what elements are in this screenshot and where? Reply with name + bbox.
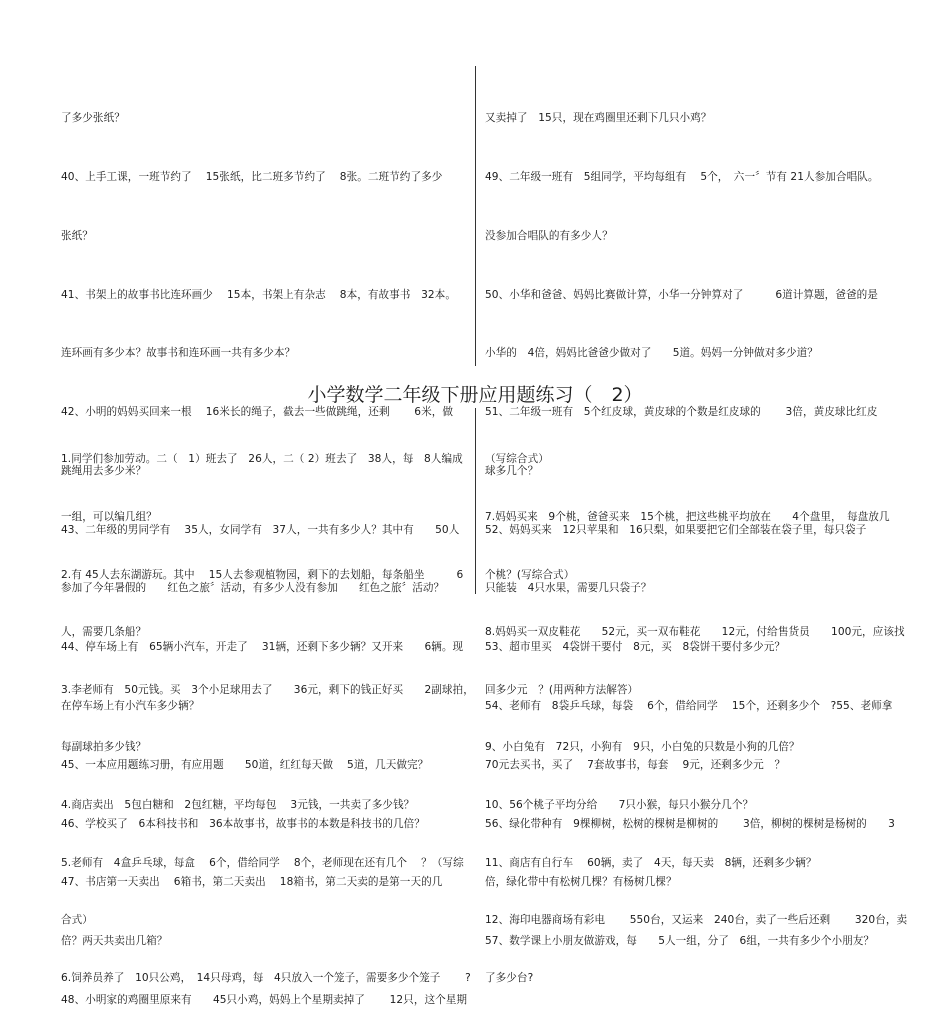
problem-54-55: 54、老师有 8袋乒乓球，每袋 6个，借给同学 15个，还剩多少个 ?55、老师拿	[485, 700, 893, 712]
text-line: 参加了今年暑假的 红色之旅〞活动，有多少人没有参加 红色之旅〞活动？	[61, 582, 445, 595]
problem-4: 4.商店卖出 5包白糖和 2包红糖，平均每包 3元钱，一共卖了多少钱？	[61, 798, 415, 811]
problem-51: 51、二年级一班有 5个红皮球，黄皮球的个数是红皮球的 3倍，黄皮球比红皮	[485, 406, 878, 419]
text-line: 只能装 4只水果，需要几只袋子？	[485, 582, 652, 595]
column-divider	[475, 66, 476, 366]
problem-44: 44、停车场上有 65辆小汽车，开走了 31辆，还剩下多少辆？又开来 6辆。现	[61, 641, 464, 654]
text-line: 张纸？	[61, 229, 93, 242]
text-line: 回多少元 ？(用两种方法解答）	[485, 683, 639, 696]
problem-8: 8.妈妈买一双皮鞋花 52元，买一双布鞋花 12元，付给售货员 100元，应该找	[485, 626, 905, 639]
text-line: 倍，绿化带中有松树几棵？有杨树几棵？	[485, 876, 677, 889]
text-line: 人，需要几条船？	[61, 626, 147, 639]
text-line: 每副球拍多少钱？	[61, 741, 147, 754]
text-line: 小华的 4倍，妈妈比爸爸少做对了 5道。妈妈一分钟做对多少道？	[485, 347, 818, 360]
problem-41: 41、书架上的故事书比连环画少 15本，书架上有杂志 8本，有故事书 32本。	[61, 288, 456, 301]
text-line: 一组，可以编几组？	[61, 511, 157, 523]
problem-47: 47、书店第一天卖出 6箱书，第二天卖出 18箱书，第二天卖的是第一天的几	[61, 876, 443, 889]
problem-2: 2.有 45人去东湖游玩。其中 15人去参观植物园，剩下的去划船，每条船坐 6	[61, 568, 464, 581]
text-line: 了多少台?	[485, 971, 534, 984]
problem-42: 42、小明的妈妈买回来一根 16米长的绳子，截去一些做跳绳，还剩 6米，做	[61, 406, 454, 419]
text-line: 70元去买书，买了 7套故事书，每套 9元，还剩多少元 ？	[485, 758, 786, 771]
problem-6: 6.饲养员养了 10只公鸡， 14只母鸡，每 4只放入一个笼子，需要多少个笼子 ?	[61, 971, 471, 984]
problem-11: 11、商店有自行车 60辆，卖了 4天，每天卖 8辆，还剩多少辆？	[485, 856, 817, 869]
text-line: 球多几个？	[485, 464, 539, 477]
problem-7: 7.妈妈买来 9个桃，爸爸买来 15个桃，把这些桃平均放在 4个盘里， 每盘放几	[485, 511, 890, 523]
problem-10: 10、56个桃子平均分给 7只小猴，每只小猴分几个？	[485, 798, 754, 811]
problem-5: 5.老师有 4盒乒乓球，每盒 6个，借给同学 8个，老师现在还有几个 ？（写综	[61, 856, 464, 869]
text-line: （写综合式）	[485, 453, 549, 466]
problem-12: 12、海印电器商场有彩电 550台，又运来 240台，卖了一些后还剩 320台，卖	[485, 914, 908, 927]
problem-40: 40、上手工课，一班节约了 15张纸，比二班多节约了 8张。二班节约了多少	[61, 170, 443, 183]
problem-50: 50、小华和爸爸、妈妈比赛做计算，小华一分钟算对了 6道计算题，爸爸的是	[485, 288, 878, 301]
problem-48: 48、小明家的鸡圈里原来有 45只小鸡，妈妈上个星期卖掉了 12只，这个星期	[61, 993, 468, 1006]
problems-7-12-column	[485, 412, 908, 1007]
problem-52: 52、妈妈买来 12只苹果和 16只梨，如果要把它们全部装在袋子里，每只袋子	[485, 523, 867, 536]
text-line: 在停车场上有小汽车多少辆？	[61, 700, 200, 712]
column-divider	[475, 408, 476, 594]
problem-56: 56、绿化带种有 9棵柳树，松树的棵树是柳树的 3倍，柳树的棵树是杨树的 3	[485, 817, 895, 830]
text-line: 个桃？(写综合式）	[485, 568, 575, 581]
text-line: 倍？两天共卖出几箱？	[61, 935, 168, 948]
text-line: 连环画有多少本？故事书和连环画一共有多少本？	[61, 347, 296, 360]
problem-9: 9、小白兔有 72只，小狗有 9只，小白兔的只数是小狗的几倍？	[485, 741, 800, 754]
text-line: 跳绳用去多少米？	[61, 464, 147, 477]
problem-53: 53、超市里买 4袋饼干要付 8元，买 8袋饼干要付多少元？	[485, 641, 786, 654]
problem-45: 45、一本应用题练习册，有应用题 50道，红红每天做 5道，几天做完？	[61, 758, 429, 771]
problems-1-6-column	[61, 412, 474, 1007]
problem-3: 3.李老师有 50元钱。买 3个小足球用去了 36元，剩下的钱正好买 2副球拍，	[61, 683, 474, 696]
section-title: 小学数学二年级下册应用题练习（ 2）	[307, 384, 643, 406]
problem-57: 57、数学课上小朋友做游戏，每 5人一组，分了 6组，一共有多少个小朋友？	[485, 935, 875, 948]
problem-43: 43、二年级的男同学有 35人，女同学有 37人，一共有多少人？其中有 50人	[61, 523, 460, 536]
problem-49: 49、二年级一班有 5组同学，平均每组有 5个， 六一〞节有 21人参加合唱队。	[485, 170, 879, 183]
text-line: 没参加合唱队的有多少人？	[485, 229, 613, 242]
text-line: 了多少张纸？	[61, 112, 125, 125]
problem-1: 1.同学们参加劳动。二（ 1）班去了 26人，二（ 2）班去了 38人，每 8人编成	[61, 453, 463, 466]
text-line: 合式）	[61, 914, 93, 927]
text-line: 又卖掉了 15只，现在鸡圈里还剩下几只小鸡？	[485, 112, 712, 125]
problem-46: 46、学校买了 6本科技书和 36本故事书，故事书的本数是科技书的几倍？	[61, 817, 425, 830]
